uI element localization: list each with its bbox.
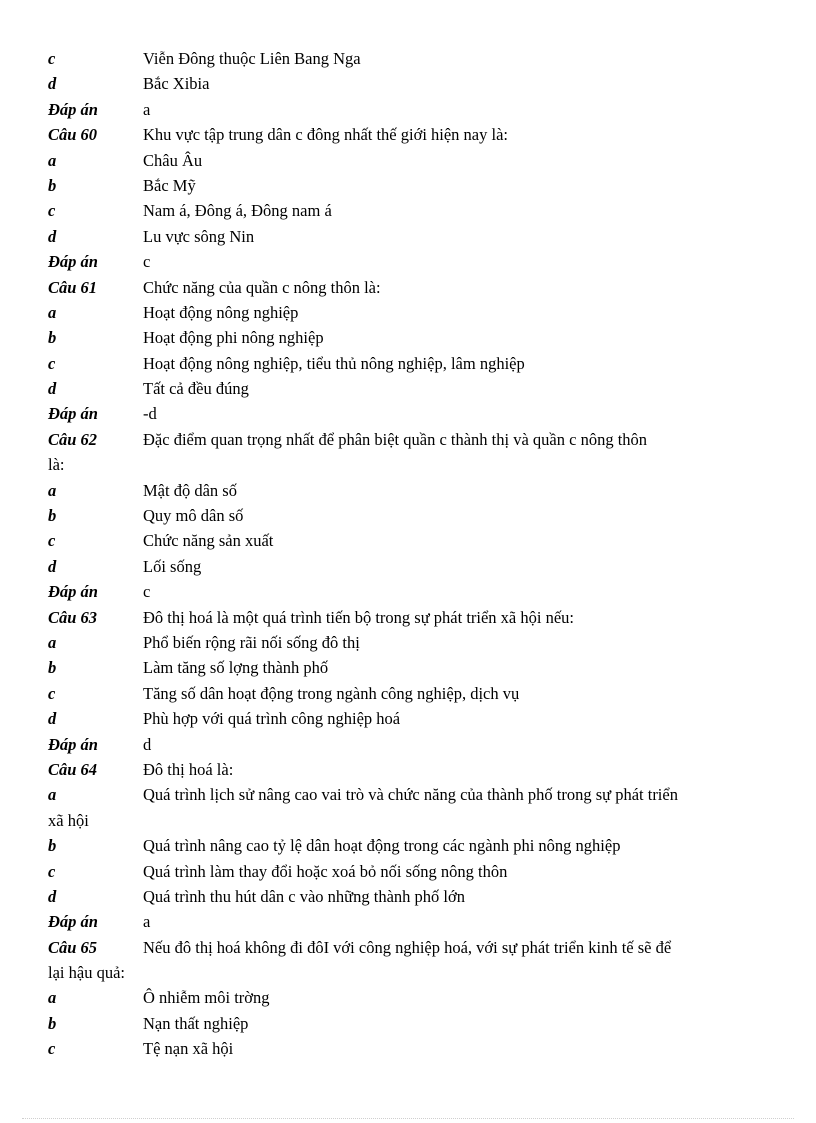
row-label: c — [48, 1039, 56, 1059]
question-row — [48, 427, 768, 452]
row-text: Đô thị hoá là một quá trình tiến bộ trong sự phát triển xã hội nếu: — [143, 607, 574, 627]
row-label: b — [48, 506, 57, 526]
row-text: Quá trình thu hút dân c vào những thành phố lớn — [143, 886, 465, 906]
option-row — [48, 884, 768, 909]
row-text: Chức năng của quần c nông thôn là: — [143, 277, 381, 297]
row-label: Đáp án — [48, 252, 98, 272]
row-label: c — [48, 683, 56, 703]
row-label: c — [48, 353, 56, 373]
question-row — [48, 605, 768, 630]
row-text: Châu Âu — [143, 150, 203, 170]
row-label: d — [48, 226, 57, 246]
row-text: Tệ nạn xã hội — [143, 1039, 234, 1059]
row-text: Nạn thất nghiệp — [143, 1013, 249, 1033]
question-row — [48, 275, 768, 300]
row-label: b — [48, 328, 57, 348]
option-row — [48, 325, 768, 350]
row-label: c — [48, 201, 56, 221]
row-label: Đáp án — [48, 734, 98, 754]
row-text: Quá trình lịch sử nâng cao vai trò và chức năng của thành phố trong sự phát triển — [143, 785, 678, 805]
row-text: Quy mô dân số — [143, 506, 244, 526]
question-row — [48, 757, 768, 782]
row-label: b — [48, 836, 57, 856]
row-text: Hoạt động phi nông nghiệp — [143, 328, 324, 348]
row-label: a — [48, 988, 57, 1008]
row-text: Nam á, Đông á, Đông nam á — [143, 201, 332, 221]
option-row — [48, 1011, 768, 1036]
row-text: Làm tăng số lợng thành phố — [143, 658, 329, 678]
option-row — [48, 782, 768, 807]
option-row — [48, 46, 768, 71]
row-label: Đáp án — [48, 912, 98, 932]
option-row — [48, 630, 768, 655]
row-label: d — [48, 379, 57, 399]
option-row — [48, 376, 768, 401]
row-label: Đáp án — [48, 404, 98, 424]
option-row — [48, 198, 768, 223]
row-text: Chức năng sản xuất — [143, 531, 274, 551]
answer-row — [48, 401, 768, 426]
continuation-text: xã hội — [48, 810, 89, 830]
option-row — [48, 148, 768, 173]
row-text: Lối sống — [143, 556, 202, 576]
question-list — [48, 46, 768, 1062]
question-row — [48, 935, 768, 960]
option-row — [48, 833, 768, 858]
row-text: Phù hợp với quá trình công nghiệp hoá — [143, 709, 401, 729]
row-text: Bắc Mỹ — [143, 175, 196, 195]
row-text: Đặc điểm quan trọng nhất để phân biệt quần c thành thị và quần c nông thôn — [143, 429, 648, 449]
question-row — [48, 122, 768, 147]
row-text: d — [143, 734, 152, 754]
row-label: Đáp án — [48, 99, 98, 119]
option-row — [48, 351, 768, 376]
row-text: Viễn Đông thuộc Liên Bang Nga — [143, 49, 361, 68]
option-row — [48, 300, 768, 325]
row-label: d — [48, 74, 57, 94]
row-text: Hoạt động nông nghiệp — [143, 302, 299, 322]
row-label: c — [48, 531, 56, 551]
row-continuation — [48, 960, 768, 985]
option-row — [48, 859, 768, 884]
row-label: b — [48, 658, 57, 678]
row-label: d — [48, 886, 57, 906]
row-text: Tăng số dân hoạt động trong ngành công nghiệp, dịch vụ — [143, 683, 520, 703]
row-text: Khu vực tập trung dân c đông nhất thế giới hiện nay là: — [143, 125, 508, 145]
answer-row — [48, 909, 768, 934]
row-text: Mật độ dân số — [143, 480, 237, 500]
row-text: c — [143, 582, 151, 602]
row-label: Đáp án — [48, 582, 98, 602]
option-row — [48, 503, 768, 528]
row-continuation — [48, 808, 768, 833]
row-text: Hoạt động nông nghiệp, tiểu thủ nông nghiệp, lâm nghiệp — [143, 353, 525, 373]
row-label: Câu 64 — [48, 759, 98, 779]
row-label: a — [48, 632, 57, 652]
row-label: d — [48, 556, 57, 576]
option-row — [48, 173, 768, 198]
answer-row — [48, 249, 768, 274]
row-label: Câu 63 — [48, 607, 98, 627]
option-row — [48, 985, 768, 1010]
option-row — [48, 1036, 768, 1061]
row-text: Đô thị hoá là: — [143, 759, 234, 779]
row-label: a — [48, 480, 57, 500]
row-text: -d — [143, 404, 157, 424]
row-label: d — [48, 709, 57, 729]
row-text: Phổ biến rộng rãi nối sống đô thị — [143, 632, 360, 652]
row-text: Quá trình nâng cao tỷ lệ dân hoạt động trong các ngành phi nông nghiệp — [143, 836, 621, 856]
row-label: c — [48, 861, 56, 881]
option-row — [48, 528, 768, 553]
option-row — [48, 224, 768, 249]
option-row — [48, 681, 768, 706]
row-text: Ô nhiễm môi trờng — [143, 988, 270, 1008]
option-row — [48, 478, 768, 503]
row-label: Câu 61 — [48, 277, 98, 297]
row-text: a — [143, 99, 151, 119]
option-row — [48, 706, 768, 731]
option-row — [48, 71, 768, 96]
row-text: Tất cả đều đúng — [143, 379, 249, 399]
answer-row — [48, 97, 768, 122]
option-row — [48, 655, 768, 680]
answer-row — [48, 732, 768, 757]
row-label: b — [48, 1013, 57, 1033]
row-label: b — [48, 175, 57, 195]
row-label: Câu 65 — [48, 937, 98, 957]
row-label: Câu 60 — [48, 125, 98, 145]
continuation-text: lại hậu quả: — [48, 963, 125, 983]
row-text: Nếu đô thị hoá không đi đôI với công nghiệp hoá, với sự phát triển kinh tế sẽ để — [143, 937, 672, 957]
row-label: a — [48, 302, 57, 322]
row-continuation — [48, 452, 768, 477]
row-label: c — [48, 49, 56, 68]
row-text: c — [143, 252, 151, 272]
row-text: a — [143, 912, 151, 932]
answer-row — [48, 579, 768, 604]
row-text: Quá trình làm thay đổi hoặc xoá bỏ nối sống nông thôn — [143, 861, 508, 881]
option-row — [48, 554, 768, 579]
row-label: a — [48, 785, 57, 805]
row-label: Câu 62 — [48, 429, 98, 449]
row-text: Lu vực sông Nin — [143, 226, 255, 246]
continuation-text: là: — [48, 455, 65, 475]
page-bottom-divider — [22, 1118, 794, 1119]
row-label: a — [48, 150, 57, 170]
row-text: Bắc Xibia — [143, 74, 210, 94]
